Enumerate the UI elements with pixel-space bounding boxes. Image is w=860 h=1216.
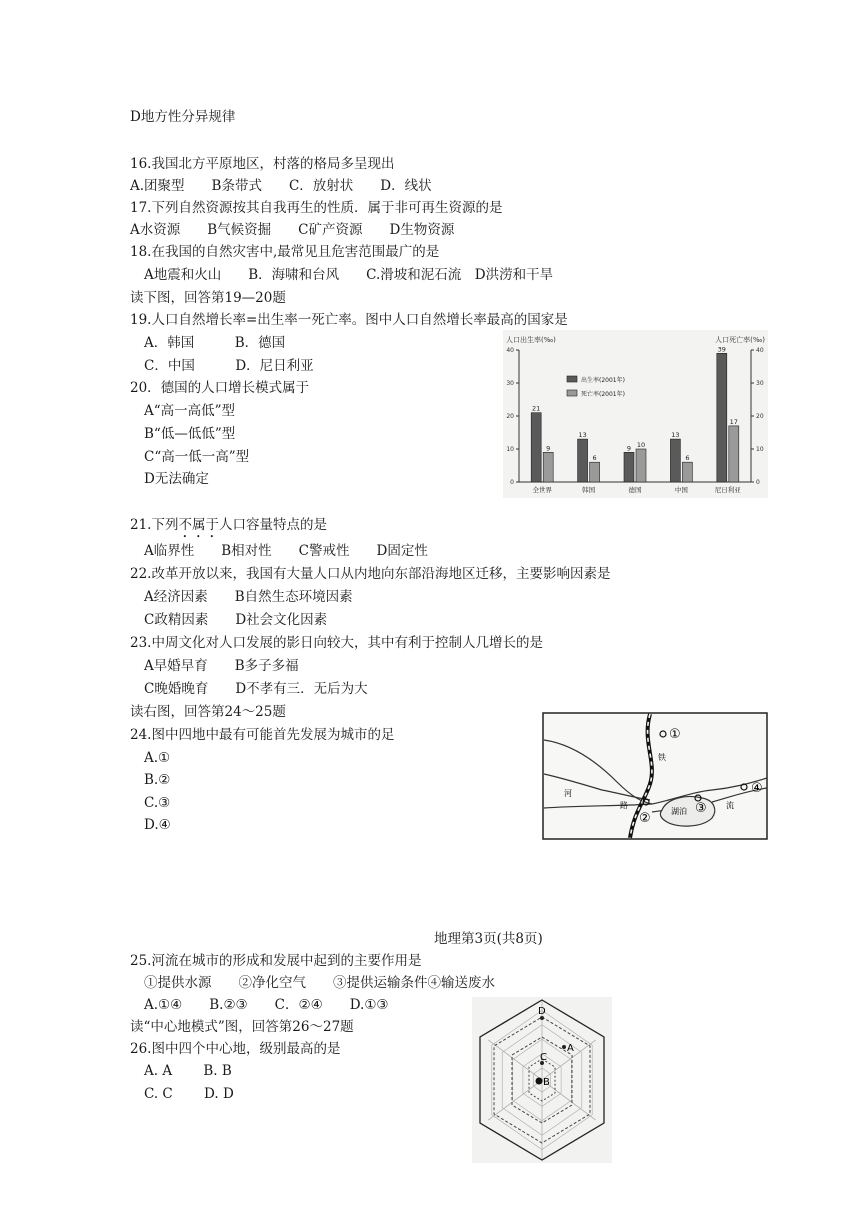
category-label: 德国 bbox=[628, 486, 642, 494]
category-label: 韩国 bbox=[582, 486, 596, 494]
legend-swatch bbox=[567, 376, 577, 382]
question-24-option-b: B.② bbox=[144, 772, 171, 788]
bar-value-label: 9 bbox=[546, 444, 551, 453]
bar bbox=[729, 426, 739, 482]
question-24-option-a: A.① bbox=[144, 750, 171, 766]
center-a-label: A bbox=[567, 1043, 574, 1054]
question-23: 23.中周文化对人口发展的影日向较大，其中有利于控制人几增长的是 bbox=[130, 635, 543, 651]
y-tick-label-left: 0 bbox=[510, 479, 514, 486]
read-instruction-19-20: 读下图，回答第19—20题 bbox=[130, 290, 286, 306]
bar-value-label: 6 bbox=[592, 454, 597, 463]
y-tick-label-left: 40 bbox=[506, 347, 514, 354]
lake-label: 湖泊 bbox=[671, 807, 687, 816]
site-2-label: ② bbox=[639, 811, 651, 826]
center-c-label: C bbox=[540, 1052, 547, 1063]
emphasis-not: 不属于 bbox=[178, 517, 219, 533]
question-20-option-c: C“高一低一高”型 bbox=[144, 449, 250, 465]
y-tick-label-left: 10 bbox=[506, 446, 514, 453]
question-17: 17.下列自然资源按其自我再生的性质．属于非可再生资源的是 bbox=[130, 200, 503, 216]
bar-value-label: 39 bbox=[717, 345, 726, 354]
question-24-option-c: C.③ bbox=[144, 795, 171, 811]
y-tick-label-right: 10 bbox=[756, 446, 764, 453]
bar-value-label: 13 bbox=[578, 431, 587, 440]
central-place-diagram bbox=[472, 997, 612, 1163]
question-26-options-2: C. C D. D bbox=[144, 1086, 234, 1102]
center-b-marker bbox=[536, 1078, 543, 1085]
chart-left-ylabel: 人口出生率(‰) bbox=[506, 336, 556, 344]
question-22-options-1: A经济因素 B自然生态环境因素 bbox=[144, 589, 353, 605]
bar bbox=[531, 413, 541, 482]
y-tick-label-right: 20 bbox=[756, 413, 764, 420]
question-20-option-a: A“高一高低”型 bbox=[144, 403, 236, 419]
question-18: 18.在我国的自然灾害中,最常见且危害范围最广的是 bbox=[130, 244, 440, 260]
page-footer: 地理第3页(共8页) bbox=[434, 931, 543, 947]
bar-value-label: 10 bbox=[636, 441, 646, 449]
legend-label: 死亡率(2001年) bbox=[581, 391, 625, 398]
chart-background bbox=[503, 330, 768, 498]
question-24-option-d: D.④ bbox=[144, 817, 171, 833]
category-label: 尼日利亚 bbox=[714, 486, 741, 494]
map-frame bbox=[543, 713, 767, 839]
site-1-label: ① bbox=[669, 727, 681, 742]
river-label-liu: 流 bbox=[726, 801, 734, 810]
river-railway-map bbox=[542, 712, 768, 840]
legend-label: 出生率(2001年) bbox=[581, 377, 625, 384]
bar bbox=[670, 439, 680, 482]
question-21-options: A临界性 B相对性 C警戒性 D固定性 bbox=[144, 543, 428, 559]
y-tick-label-right: 0 bbox=[756, 479, 760, 486]
question-25: 25.河流在城市的形成和发展中起到的主要作用是 bbox=[130, 953, 422, 969]
bar bbox=[578, 439, 588, 482]
bar bbox=[590, 462, 600, 482]
y-tick-label-left: 30 bbox=[506, 380, 514, 387]
bar-value-label: 17 bbox=[729, 417, 738, 426]
question-26: 26.图中四个中心地，级别最高的是 bbox=[130, 1041, 341, 1057]
legend-swatch bbox=[567, 390, 577, 396]
railway-label-tie: 铁 bbox=[658, 753, 666, 762]
bar-value-label: 6 bbox=[685, 454, 690, 463]
question-26-options-1: A. A B. B bbox=[144, 1063, 232, 1079]
railway-label-lu: 路 bbox=[620, 801, 628, 810]
question-23-options-1: A早婚早育 B多子多福 bbox=[144, 658, 299, 674]
category-label: 中国 bbox=[674, 486, 688, 494]
question-20-option-b: B“低—低低”型 bbox=[144, 426, 236, 442]
bar-value-label: 13 bbox=[671, 431, 680, 440]
question-25-options: A.①④ B.②③ C．②④ D.①③ bbox=[144, 997, 389, 1013]
question-18-options: A地震和火山 B．海啸和台风 C.滑坡和泥石流 D洪涝和干旱 bbox=[144, 267, 554, 283]
read-instruction-24-25: 读右图，回答第24～25题 bbox=[130, 704, 286, 720]
question-19-options-1: A．韩国 B．德国 bbox=[144, 335, 286, 351]
question-23-options-2: C晚婚晚育 D不孝有三．无后为大 bbox=[144, 681, 368, 697]
bar-value-label: 9 bbox=[626, 444, 632, 453]
question-20-option-d: D无法确定 bbox=[144, 471, 209, 487]
bar-value-label: 21 bbox=[532, 404, 541, 413]
q15-option-d: D地方性分异规律 bbox=[130, 109, 236, 125]
chart-right-ylabel: 人口死亡率(‰) bbox=[715, 336, 765, 344]
river-label-he: 河 bbox=[564, 789, 572, 798]
question-19-options-2: C．中国 D．尼日利亚 bbox=[144, 358, 314, 374]
question-16-options: A.团聚型 B条带式 C．放射状 D．线状 bbox=[130, 178, 432, 194]
bar bbox=[624, 452, 634, 482]
question-19: 19.人口自然增长率=出生率一死亡率。图中人口自然增长率最高的国家是 bbox=[130, 312, 568, 328]
center-b-label: B bbox=[543, 1077, 550, 1088]
question-22: 22.改革开放以来，我国有大量人口从内地向东部沿海地区迁移，主要影响因素是 bbox=[130, 566, 611, 582]
bar bbox=[682, 462, 692, 482]
y-tick-label-right: 40 bbox=[756, 347, 764, 354]
category-label: 全世界 bbox=[532, 486, 552, 494]
question-25-statements: ①提供水源 ②净化空气 ③提供运输条件④输送废水 bbox=[144, 975, 495, 991]
question-16: 16.我国北方平原地区，村落的格局多呈现出 bbox=[130, 156, 395, 172]
center-a-marker bbox=[562, 1045, 566, 1049]
bar bbox=[717, 353, 727, 482]
read-instruction-26-27: 读“中心地模式”图，回答第26～27题 bbox=[130, 1019, 354, 1035]
site-3-label: ③ bbox=[695, 801, 707, 816]
y-tick-label-left: 20 bbox=[506, 413, 514, 420]
question-24: 24.图中四地中最有可能首先发展为城市的足 bbox=[130, 727, 395, 743]
question-21: 21.下列不属于人口容量特点的是 bbox=[130, 517, 327, 533]
site-4-label: ④ bbox=[751, 781, 763, 796]
question-20: 20．德国的人口增长模式属于 bbox=[130, 380, 310, 396]
center-d-label: D bbox=[538, 1006, 546, 1017]
bar bbox=[543, 452, 553, 482]
bar bbox=[636, 449, 646, 482]
y-tick-label-right: 30 bbox=[756, 380, 764, 387]
question-17-options: A水资源 B气候资掘 C矿产资源 D生物资源 bbox=[130, 222, 455, 238]
question-22-options-2: C政精因素 D社会文化因素 bbox=[144, 612, 328, 628]
population-bar-chart bbox=[503, 330, 768, 498]
